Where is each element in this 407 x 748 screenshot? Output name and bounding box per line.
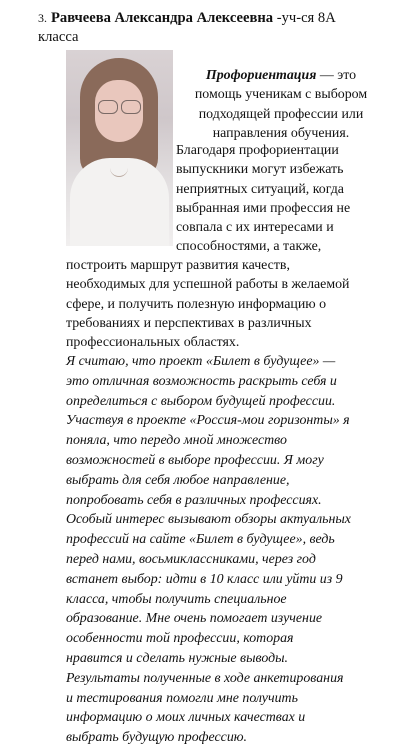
opinion-line: класса, чтобы получить специальное: [66, 591, 287, 607]
student-name: Равчеева Александра Алексеевна: [51, 10, 274, 26]
opinion-line: Участвуя в проекте «Россия-мои горизонты» я: [66, 413, 350, 429]
benefits-line: построить маршрут развития качеств,: [66, 258, 290, 273]
definition-line-1: — это: [316, 68, 357, 83]
opinion-line: и тестирования помогли мне получить: [66, 690, 298, 706]
student-class-cont: класса: [38, 29, 79, 45]
opinion-line: Я считаю, что проект «Билет в будущее» —: [66, 354, 336, 369]
benefits-line: способностями, а также,: [176, 239, 322, 255]
definition-term: Профориентация: [205, 68, 317, 83]
opinion-line: выбрать будущую профессию.: [66, 730, 248, 746]
photo-glasses: [96, 100, 142, 114]
opinion-line: выбрать для себя любое направление,: [66, 472, 290, 488]
benefits-paragraph-bottom: [66, 256, 386, 352]
benefits-line: профессиональных областях.: [66, 335, 240, 351]
opinion-line: возможностей в выборе профессии. Я могу: [66, 452, 324, 468]
benefits-line: выбранная ими профессия не: [176, 200, 351, 216]
opinion-line: поняла, что передо мной множество: [66, 433, 287, 449]
opinion-line: образование. Мне очень помогает изучение: [66, 611, 323, 627]
opinion-line: Результаты полученные в ходе анкетирования: [66, 670, 344, 686]
opinion-line: Особый интерес вызывают обзоры актуальных: [66, 512, 351, 528]
benefits-line: совпала с их интересами и: [176, 220, 334, 236]
definition-line-3: подходящей профессии или: [198, 106, 364, 122]
list-number: 3.: [38, 11, 47, 25]
opinion-line: нравится и сделать нужные выводы.: [66, 650, 288, 666]
opinion-line: перед нами, восьмиклассниками, через год: [66, 551, 316, 567]
benefits-line: необходимых для успешной работы в желаемой: [66, 277, 350, 293]
definition-paragraph: [176, 66, 386, 143]
benefits-line: сфере, и получить полезную информацию о: [66, 296, 327, 312]
opinion-line: это отличная возможность раскрыть себя и: [66, 373, 337, 389]
benefits-line: неприятных ситуаций, когда: [176, 181, 344, 197]
opinion-line: информацию о моих личных качествах и: [66, 710, 306, 726]
benefits-line: выпускники могут избежать: [176, 162, 344, 178]
student-portrait-photo: [66, 50, 173, 246]
opinion-line: попробовать себя в различных профессиях.: [66, 492, 322, 508]
student-heading: [38, 9, 398, 47]
definition-line-2: помощь ученикам с выбором: [194, 87, 368, 103]
opinion-line: встанет выбор: идти в 10 класс или уйти из 9: [66, 571, 343, 587]
opinion-line: определиться с выбором будущей профессии.: [66, 393, 336, 409]
benefits-line: Благодаря профориентации: [176, 143, 339, 158]
benefits-line: требованиях и перспективах в различных: [66, 315, 312, 331]
definition-line-4: направления обучения.: [212, 125, 350, 141]
benefits-paragraph-top: [176, 141, 381, 257]
opinion-line: особенности той профессии, которая: [66, 631, 294, 647]
opinion-line: профессий на сайте «Билет в будущее», ведь: [66, 532, 335, 548]
student-class: -уч-ся 8А: [273, 10, 336, 26]
student-opinion-paragraph: [66, 352, 386, 748]
